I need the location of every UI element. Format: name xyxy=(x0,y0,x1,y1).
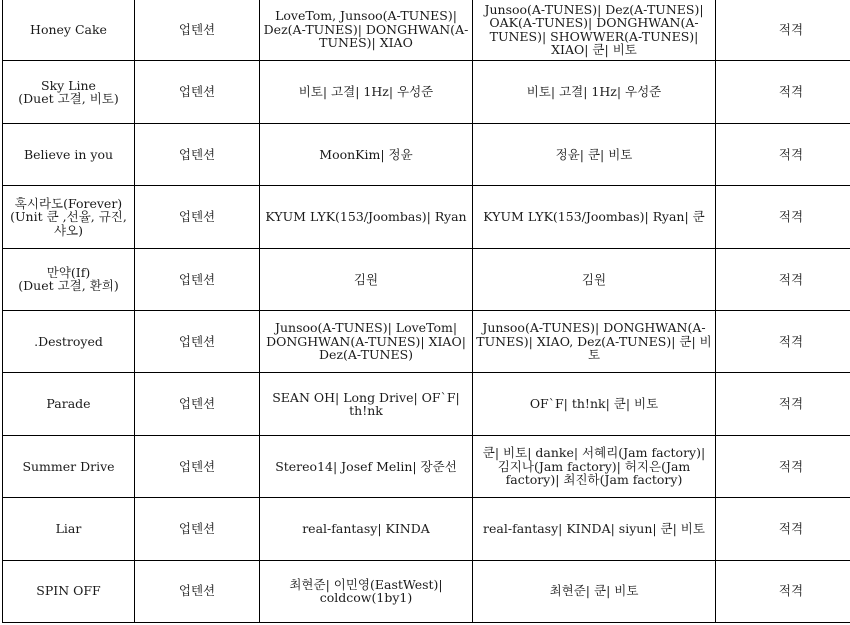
table-row xyxy=(3,61,850,123)
table-body xyxy=(3,0,850,622)
lyricist-cell: Stereo14| Josef Melin| 장준선 xyxy=(260,435,473,497)
lyricist-cell: LoveTom, Junsoo(A-TUNES)| Dez(A-TUNES)| DONGHWAN(A-TUNES)| XIAO xyxy=(260,0,473,61)
table-row xyxy=(3,0,850,61)
result-cell: 적격 xyxy=(716,123,850,185)
agency-cell: 업텐션 xyxy=(135,498,260,560)
lyricist-cell: 최현준| 이민영(EastWest)| coldcow(1by1) xyxy=(260,560,473,622)
lyricist-cell: 김원 xyxy=(260,248,473,310)
agency-cell: 업텐션 xyxy=(135,248,260,310)
agency-cell: 업텐션 xyxy=(135,435,260,497)
result-cell: 적격 xyxy=(716,498,850,560)
table-row xyxy=(3,123,850,185)
lyricist-cell: KYUM LYK(153/Joombas)| Ryan xyxy=(260,186,473,248)
song-title-cell: SPIN OFF xyxy=(3,560,135,622)
song-title-cell: .Destroyed xyxy=(3,310,135,372)
composer-cell: KYUM LYK(153/Joombas)| Ryan| 쿤 xyxy=(473,186,716,248)
lyricist-cell: MoonKim| 정윤 xyxy=(260,123,473,185)
result-cell: 적격 xyxy=(716,248,850,310)
result-cell: 적격 xyxy=(716,310,850,372)
result-cell: 적격 xyxy=(716,0,850,61)
composer-cell: Junsoo(A-TUNES)| DONGHWAN(A-TUNES)| XIAO, Dez(A-TUNES)| 쿤| 비토 xyxy=(473,310,716,372)
result-cell: 적격 xyxy=(716,560,850,622)
table-row xyxy=(3,560,850,622)
agency-cell: 업텐션 xyxy=(135,123,260,185)
lyricist-cell: Junsoo(A-TUNES)| LoveTom| DONGHWAN(A-TUNES)| XIAO| Dez(A-TUNES) xyxy=(260,310,473,372)
song-title-cell: Believe in you xyxy=(3,123,135,185)
song-title-cell: Honey Cake xyxy=(3,0,135,61)
table-row xyxy=(3,310,850,372)
result-cell: 적격 xyxy=(716,61,850,123)
agency-cell: 업텐션 xyxy=(135,373,260,435)
composer-cell: 비토| 고결| 1Hz| 우성준 xyxy=(473,61,716,123)
result-cell: 적격 xyxy=(716,373,850,435)
song-review-table xyxy=(2,0,850,623)
lyricist-cell: 비토| 고결| 1Hz| 우성준 xyxy=(260,61,473,123)
composer-cell: 김원 xyxy=(473,248,716,310)
composer-cell: OF`F| th!nk| 쿤| 비토 xyxy=(473,373,716,435)
composer-cell: 최현준| 쿤| 비토 xyxy=(473,560,716,622)
composer-cell: real-fantasy| KINDA| siyun| 쿤| 비토 xyxy=(473,498,716,560)
result-cell: 적격 xyxy=(716,435,850,497)
composer-cell: 쿤| 비토| danke| 서혜리(Jam factory)| 김지나(Jam factory)| 허지은(Jam factory)| 최진하(Jam factory) xyxy=(473,435,716,497)
table-row xyxy=(3,373,850,435)
agency-cell: 업텐션 xyxy=(135,61,260,123)
agency-cell: 업텐션 xyxy=(135,560,260,622)
lyricist-cell: real-fantasy| KINDA xyxy=(260,498,473,560)
agency-cell: 업텐션 xyxy=(135,310,260,372)
table-row xyxy=(3,435,850,497)
agency-cell: 업텐션 xyxy=(135,186,260,248)
table-row xyxy=(3,248,850,310)
song-title-cell: Sky Line (Duet 고결, 비토) xyxy=(3,61,135,123)
lyricist-cell: SEAN OH| Long Drive| OF`F| th!nk xyxy=(260,373,473,435)
table-row xyxy=(3,498,850,560)
composer-cell: 정윤| 쿤| 비토 xyxy=(473,123,716,185)
song-title-cell: Liar xyxy=(3,498,135,560)
song-title-cell: Summer Drive xyxy=(3,435,135,497)
song-title-cell: Parade xyxy=(3,373,135,435)
table-row xyxy=(3,186,850,248)
song-title-cell: 혹시라도(Forever) (Unit 쿤 ,선율, 규진, 샤오) xyxy=(3,186,135,248)
agency-cell: 업텐션 xyxy=(135,0,260,61)
result-cell: 적격 xyxy=(716,186,850,248)
composer-cell: Junsoo(A-TUNES)| Dez(A-TUNES)| OAK(A-TUNES)| DONGHWAN(A-TUNES)| SHOWWER(A-TUNES)| XIAO| 쿤| 비토 xyxy=(473,0,716,61)
song-title-cell: 만약(If) (Duet 고결, 환희) xyxy=(3,248,135,310)
